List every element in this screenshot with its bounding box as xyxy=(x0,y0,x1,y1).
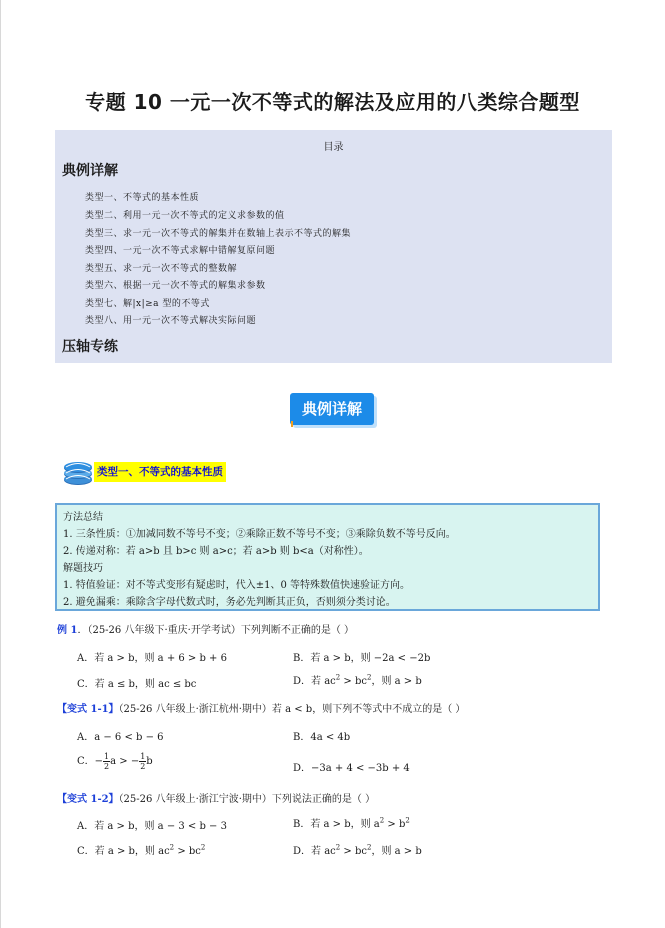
banner-dots xyxy=(296,388,310,391)
variant2-option-b-part1: B．若 a > b，则 a xyxy=(293,819,380,830)
variant1-option-d[interactable]: D．−3a + 4 < −3b + 4 xyxy=(293,763,410,774)
variant2-option-d-part1: D．若 ac xyxy=(293,846,336,857)
variant2-option-b-sup2: 2 xyxy=(405,816,410,825)
example1-option-d-part1: D．若 ac xyxy=(293,676,336,687)
example1-stem xyxy=(57,621,354,636)
variant2-option-d-sup1: 2 xyxy=(335,843,341,852)
toc-item-8[interactable]: 类型八、用一元一次不等式解决实际问题 xyxy=(85,316,257,326)
variant1-option-b[interactable]: B．4a < 4b xyxy=(293,732,351,743)
toc-section-examples[interactable]: 典例详解 xyxy=(62,163,118,179)
page-edge xyxy=(0,0,1,928)
method-summary-box xyxy=(55,503,600,611)
example1-label: 例 1 xyxy=(57,625,78,636)
variant2-option-a[interactable]: A．若 a > b，则 a − 3 < b − 3 xyxy=(77,821,227,832)
variant2-option-b-part2: > b xyxy=(384,819,406,830)
variant2-option-c-sup1: 2 xyxy=(169,843,175,852)
example1-option-a[interactable]: A．若 a > b，则 a + 6 > b + 6 xyxy=(77,653,227,664)
variant1-option-c[interactable] xyxy=(77,752,153,771)
toc-item-5[interactable]: 类型五、求一元一次不等式的整数解 xyxy=(85,264,238,274)
example1-option-c[interactable]: C．若 a ≤ b，则 ac ≤ bc xyxy=(77,679,197,690)
variant1-option-a[interactable]: A．a − 6 < b − 6 xyxy=(77,732,164,743)
variant1-stem xyxy=(57,700,465,715)
page-title: 专题 10 一元一次不等式的解法及应用的八类综合题型 xyxy=(85,90,580,114)
variant1-text: （25-26 八年级上·浙江杭州·期中）若 a < b，则下列不等式中不成立的是（ ） xyxy=(118,704,466,715)
example1-option-d-sup2: 2 xyxy=(366,673,372,682)
variant1-option-c-part2: a > − xyxy=(110,756,140,767)
toc-item-3[interactable]: 类型三、求一元一次不等式的解集并在数轴上表示不等式的解集 xyxy=(85,229,352,239)
method-line-2: 1. 三条性质：①加减同数不等号不变；②乘除正数不等号不变；③乘除负数不等号反向。 xyxy=(63,529,456,540)
toc-label: 目录 xyxy=(323,142,344,153)
fraction-numerator: 1 xyxy=(104,752,110,761)
method-line-3: 2. 传递对称：若 a>b 且 b>c 则 a>c；若 a>b 则 b<a（对称性）。 xyxy=(63,546,369,557)
example1-option-d-part2: > bc xyxy=(340,676,367,687)
variant2-option-d-part2: > bc xyxy=(340,846,367,857)
example1-option-d-part3: ，则 a > b xyxy=(371,676,422,687)
type1-label: 类型一、不等式的基本性质 xyxy=(94,462,226,482)
method-line-1: 方法总结 xyxy=(63,512,103,523)
method-line-4: 解题技巧 xyxy=(63,563,103,574)
variant2-option-d-part3: ，则 a > b xyxy=(371,846,422,857)
section-banner: 典例详解 xyxy=(290,393,374,425)
variant2-option-c-sup2: 2 xyxy=(200,843,206,852)
toc-item-7[interactable]: 类型七、解|x|≥a 型的不等式 xyxy=(85,299,210,309)
example1-option-d[interactable] xyxy=(293,672,422,687)
toc-item-6[interactable]: 类型六、根据一元一次不等式的解集求参数 xyxy=(85,281,266,291)
banner-tick xyxy=(291,421,293,427)
example1-text: ．（25-26 八年级下·重庆·开学考试）下列判断不正确的是（ ） xyxy=(77,625,354,636)
toc-section-practice[interactable]: 压轴专练 xyxy=(62,339,118,355)
example1-option-b[interactable]: B．若 a > b，则 −2a < −2b xyxy=(293,653,431,664)
fraction-denominator-2: 2 xyxy=(140,762,146,771)
variant2-text: （25-26 八年级上·浙江宁波·期中）下列说法正确的是（ ） xyxy=(118,794,376,805)
toc-item-2[interactable]: 类型二、利用一元一次不等式的定义求参数的值 xyxy=(85,211,285,221)
method-line-5: 1. 特值验证：对不等式变形有疑虑时，代入±1、0 等特殊数值快速验证方向。 xyxy=(63,580,411,591)
toc-item-1[interactable]: 类型一、不等式的基本性质 xyxy=(85,193,200,203)
variant2-option-b-sup1: 2 xyxy=(379,816,385,825)
variant2-option-b[interactable] xyxy=(293,815,410,830)
toc-item-4[interactable]: 类型四、一元一次不等式求解中错解复原问题 xyxy=(85,246,276,256)
variant2-stem xyxy=(57,790,375,805)
variant1-option-c-part3: b xyxy=(146,756,153,767)
variant2-option-c-part2: > bc xyxy=(174,846,201,857)
method-line-6: 2. 避免漏乘：乘除含字母代数式时，务必先判断其正负，否则须分类讨论。 xyxy=(63,597,396,608)
fraction-denominator: 2 xyxy=(104,762,110,771)
variant2-option-c-part1: C．若 a > b，则 ac xyxy=(77,846,170,857)
books-icon xyxy=(62,458,94,486)
variant2-option-d[interactable] xyxy=(293,842,422,857)
table-of-contents xyxy=(55,130,612,363)
fraction-numerator-2: 1 xyxy=(140,752,146,761)
variant2-option-c[interactable] xyxy=(77,842,205,857)
example1-option-d-sup1: 2 xyxy=(335,673,341,682)
variant1-label: 【变式 1-1】 xyxy=(57,704,119,715)
variant1-option-c-part1: C．− xyxy=(77,756,104,767)
variant2-option-d-sup2: 2 xyxy=(366,843,372,852)
variant2-label: 【变式 1-2】 xyxy=(57,794,119,805)
